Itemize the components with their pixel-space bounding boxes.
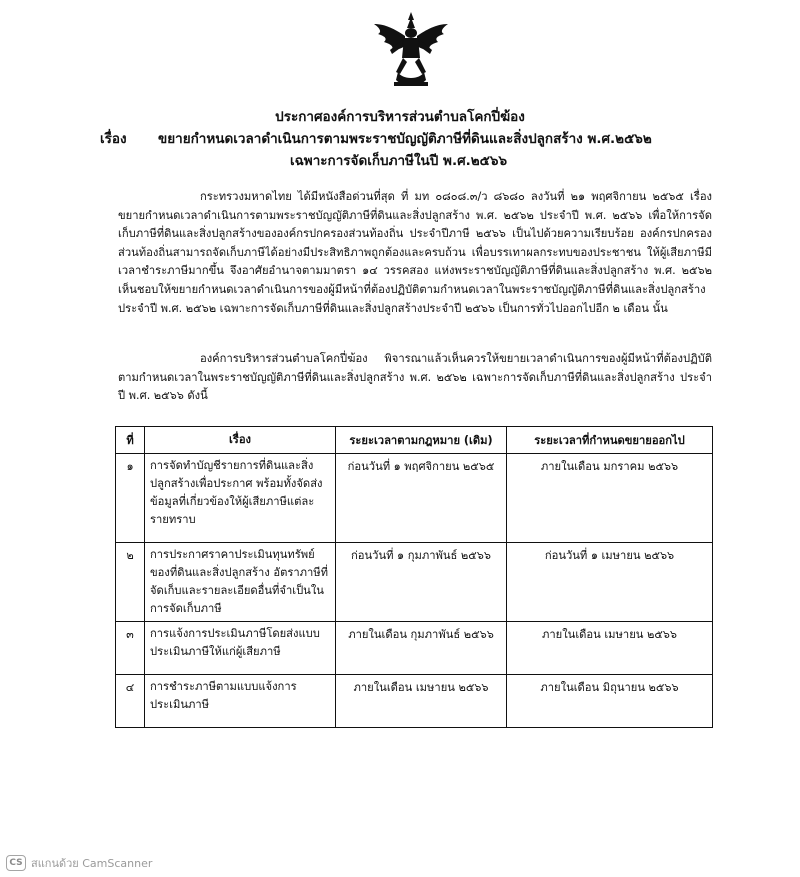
row-extended-period: ภายในเดือน มกราคม ๒๕๖๖	[507, 454, 713, 543]
subject-line	[100, 128, 652, 150]
camscanner-watermark	[6, 854, 152, 872]
subject-text-line1: ขยายกำหนดเวลาดำเนินการตามพระราชบัญญัติภาษีที่ดินและสิ่งปลูกสร้าง พ.ศ.๒๕๖๒	[158, 131, 652, 147]
header-original-period: ระยะเวลาตามกฎหมาย (เดิม)	[336, 427, 507, 454]
row-original-period: ภายในเดือน เมษายน ๒๕๖๖	[336, 675, 507, 728]
row-no: ๑	[116, 454, 145, 543]
camscanner-logo-icon: CS	[6, 855, 26, 871]
row-topic: การจัดทำบัญชีรายการที่ดินและสิ่งปลูกสร้างเพื่อประกาศ พร้อมทั้งจัดส่งข้อมูลที่เกี่ยวข้องให้ผู้เสียภาษีแต่ละรายทราบ	[145, 454, 336, 543]
header-topic: เรื่อง	[145, 427, 336, 454]
announcement-title: ประกาศองค์การบริหารส่วนตำบลโคกปี่ฆ้อง	[275, 109, 525, 125]
subject-text-line2: เฉพาะการจัดเก็บภาษีในปี พ.ศ.๒๕๖๖	[290, 153, 508, 169]
row-original-period: ก่อนวันที่ ๑ พฤศจิกายน ๒๕๖๕	[336, 454, 507, 543]
paragraph-2-text: องค์การบริหารส่วนตำบลโคกปี่ฆ้อง พิจารณาแล้วเห็นควรให้ขยายเวลาดำเนินการของผู้มีหน้าที่ต้องปฏิบัติตามกำหนดเวลาในพระราชบัญญัติภาษีที่ดินและสิ่งปลูกสร้าง พ.ศ. ๒๕๖๒ เฉพาะการจัดเก็บภาษีที่ดินและสิ่งปลูกสร้าง ประจำปี พ.ศ. ๒๕๖๖ ดังนี้	[118, 352, 712, 403]
row-extended-period: ก่อนวันที่ ๑ เมษายน ๒๕๖๖	[507, 543, 713, 622]
body-paragraph-2	[118, 350, 712, 406]
table-row	[116, 622, 713, 675]
camscanner-text: สแกนด้วย CamScanner	[31, 857, 153, 870]
row-extended-period: ภายในเดือน มิถุนายน ๒๕๖๖	[507, 675, 713, 728]
header-no: ที่	[116, 427, 145, 454]
row-original-period: ก่อนวันที่ ๑ กุมภาพันธ์ ๒๕๖๖	[336, 543, 507, 622]
subject-label: เรื่อง	[100, 131, 127, 147]
row-topic: การแจ้งการประเมินภาษีโดยส่งแบบประเมินภาษีให้แก่ผู้เสียภาษี	[145, 622, 336, 675]
paragraph-1-text: กระทรวงมหาดไทย ได้มีหนังสือด่วนที่สุด ที่ มท ๐๘๐๘.๓/ว ๘๖๘๐ ลงวันที่ ๒๑ พฤศจิกายน ๒๕๖๕ เรื่อง ขยายกำหนดเวลาดำเนินการตามพระราชบัญญัติภาษีที่ดินและสิ่งปลูกสร้าง พ.ศ. ๒๕๖๒ ประจำปี พ.ศ. ๒๕๖๖ เพื่อให้การจัดเก็บภาษีที่ดินและสิ่งปลูกสร้างขององค์กรปกครองส่วนท้องถิ่น ประจำปีภาษี ๒๕๖๖ เป็นไปด้วยความเรียบร้อย องค์กรปกครองส่วนท้องถิ่นสามารถจัดเก็บภาษีได้อย่างมีประสิทธิภาพถูกต้องและครบถ้วน เพื่อบรรเทาผลกระทบของประชาชน ให้ผู้เสียภาษีมีเวลาชำระภาษีมากขึ้น จึงอาศัยอำนาจตามมาตรา ๑๔ วรรคสอง แห่งพระราชบัญญัติภาษีที่ดินและสิ่งปลูกสร้าง พ.ศ. ๒๕๖๒ เห็นชอบให้ขยายกำหนดเวลาดำเนินการของผู้มีหน้าที่ต้องปฏิบัติตามกำหนดเวลาในพระราชบัญญัติภาษีที่ดินและสิ่งปลูกสร้างประจำปี พ.ศ. ๒๕๖๒ เฉพาะการจัดเก็บภาษีที่ดินและสิ่งปลูกสร้างประจำปี ๒๕๖๖ เป็นการทั่วไปออกไปอีก ๒ เดือน นั้น	[118, 190, 712, 315]
row-no: ๔	[116, 675, 145, 728]
table-header-row	[116, 427, 713, 454]
extension-schedule-table	[115, 426, 713, 728]
table-row	[116, 543, 713, 622]
row-topic: การชำระภาษีตามแบบแจ้งการประเมินภาษี	[145, 675, 336, 728]
body-paragraph-1	[118, 188, 712, 318]
header-extended-period: ระยะเวลาที่กำหนดขยายออกไป	[507, 427, 713, 454]
row-topic: การประกาศราคาประเมินทุนทรัพย์ของที่ดินและสิ่งปลูกสร้าง อัตราภาษีที่จัดเก็บและรายละเอียดอื่นที่จำเป็นในการจัดเก็บภาษี	[145, 543, 336, 622]
row-original-period: ภายในเดือน กุมภาพันธ์ ๒๕๖๖	[336, 622, 507, 675]
row-no: ๒	[116, 543, 145, 622]
garuda-emblem-icon	[368, 10, 454, 90]
table-row	[116, 454, 713, 543]
table-row	[116, 675, 713, 728]
row-no: ๓	[116, 622, 145, 675]
row-extended-period: ภายในเดือน เมษายน ๒๕๖๖	[507, 622, 713, 675]
